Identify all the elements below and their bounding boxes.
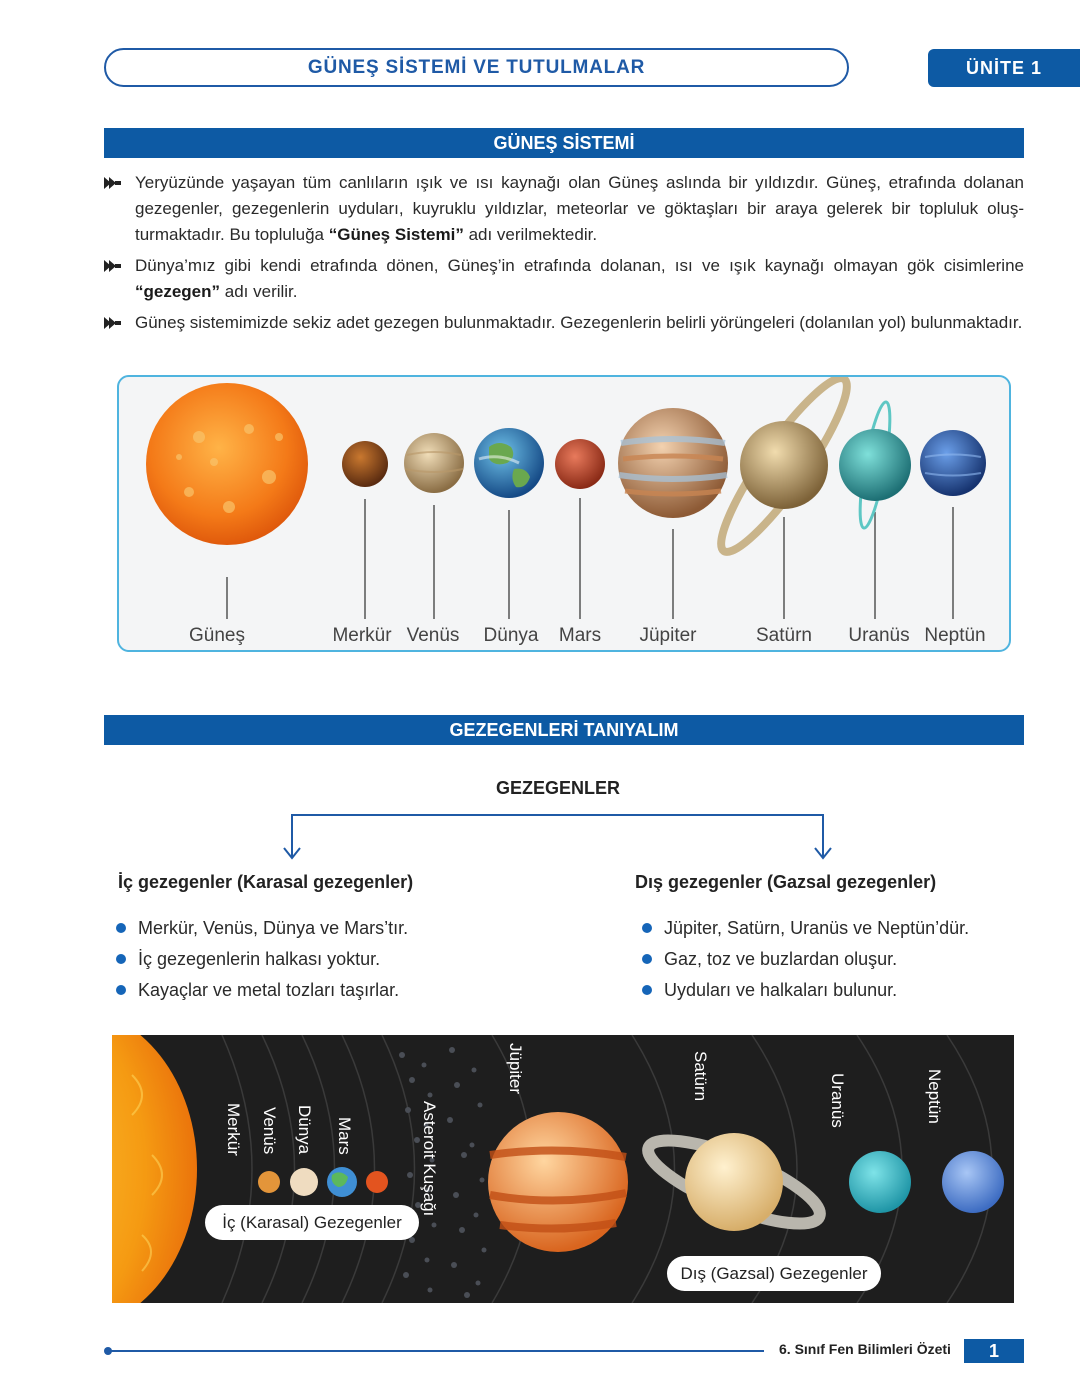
bullet-item: Yeryüzünde yaşayan tüm canlıların ışık ve ısı kaynağı olan Güneş aslında bir yıldızdır. Güneş, etrafında dolanan gezegenler, gezegenlerin uyduları, kuyruklu yıldızlar, meteorlar ve göktaşları bir araya gelerek bir topluluk oluşturmaktadır. Bu topluluğa “Güneş Sistemi” adı verilmektedir. — [104, 170, 1024, 248]
section-title-planets: GEZEGENLERİ TANIYALIM — [104, 715, 1024, 745]
planets-orbit-illustration — [112, 1035, 1014, 1303]
outer-planets-pill: Dış (Gazsal) Gezegenler — [667, 1256, 881, 1291]
footer-line — [108, 1350, 764, 1352]
unit-tab: ÜNİTE 1 — [928, 49, 1080, 87]
list-item: Uyduları ve halkaları bulunur. — [642, 976, 969, 1007]
space-scene — [112, 1035, 1014, 1303]
outer-planets-list — [642, 914, 969, 1007]
inner-planets-pill: İç (Karasal) Gezegenler — [205, 1205, 419, 1240]
bullet-dot-icon — [642, 954, 652, 964]
list-item: İç gezegenlerin halkası yoktur. — [116, 945, 408, 976]
label-gunes: Güneş — [189, 625, 245, 646]
label-saturn: Satürn — [756, 625, 812, 646]
page-number: 1 — [964, 1339, 1024, 1363]
tree-root-title: GEZEGENLER — [495, 778, 620, 798]
bullet-dot-icon — [116, 985, 126, 995]
label-merkur: Merkür — [332, 625, 392, 646]
bullet-dot-icon — [116, 923, 126, 933]
bullet-item: Dünya’mız gibi kendi etrafında dönen, Güneş’in etrafında dolanan, ısı ve ışık kaynağı olmayan gök cisimlerine “gezegen” adı verilir. — [104, 253, 1024, 305]
outer-planets-heading: Dış gezegenler (Gazsal gezegenler) — [635, 872, 937, 892]
label-mars: Mars — [558, 625, 602, 646]
space-label-venus: Venüs — [260, 1107, 279, 1155]
list-item: Jüpiter, Satürn, Uranüs ve Neptün’dür. — [642, 914, 969, 945]
space-label-uranus: Uranüs — [828, 1073, 847, 1128]
section-title-solar-system: GÜNEŞ SİSTEMİ — [104, 128, 1024, 158]
list-item: Gaz, toz ve buzlardan oluşur. — [642, 945, 969, 976]
space-label-mars: Mars — [335, 1117, 354, 1155]
bullet-dot-icon — [116, 954, 126, 964]
footer-book-title: 6. Sınıf Fen Bilimleri Özeti — [779, 1341, 951, 1357]
label-neptun: Neptün — [924, 625, 986, 646]
space-label-merkur: Merkür — [224, 1103, 243, 1156]
bullet-item: Güneş sistemimizde sekiz adet gezegen bulunmaktadır. Gezegenlerin belirli yörüngeleri (dolanılan yol) bulunmaktadır. — [104, 310, 1024, 336]
inner-planets-list — [116, 914, 408, 1007]
list-item: Kayaçlar ve metal tozları taşırlar. — [116, 976, 408, 1007]
inner-planets-heading: İç gezegenler (Karasal gezegenler) — [118, 872, 414, 892]
label-jupiter: Jüpiter — [639, 625, 697, 646]
label-uranus: Uranüs — [848, 625, 910, 646]
list-item: Merkür, Venüs, Dünya ve Mars’tır. — [116, 914, 408, 945]
space-label-neptun: Neptün — [925, 1069, 944, 1124]
space-label-dunya: Dünya — [295, 1105, 314, 1155]
label-dunya: Dünya — [483, 625, 539, 646]
bullet-dot-icon — [642, 985, 652, 995]
bullet-dot-icon — [642, 923, 652, 933]
page-header-title: GÜNEŞ SİSTEMİ VE TUTULMALAR — [104, 48, 849, 87]
space-label-jupiter: Jüpiter — [506, 1043, 525, 1095]
space-label-saturn: Satürn — [691, 1051, 710, 1102]
label-venus: Venüs — [406, 625, 460, 646]
space-label-asteroid-belt: Asteroit Kuşağı — [420, 1101, 439, 1217]
